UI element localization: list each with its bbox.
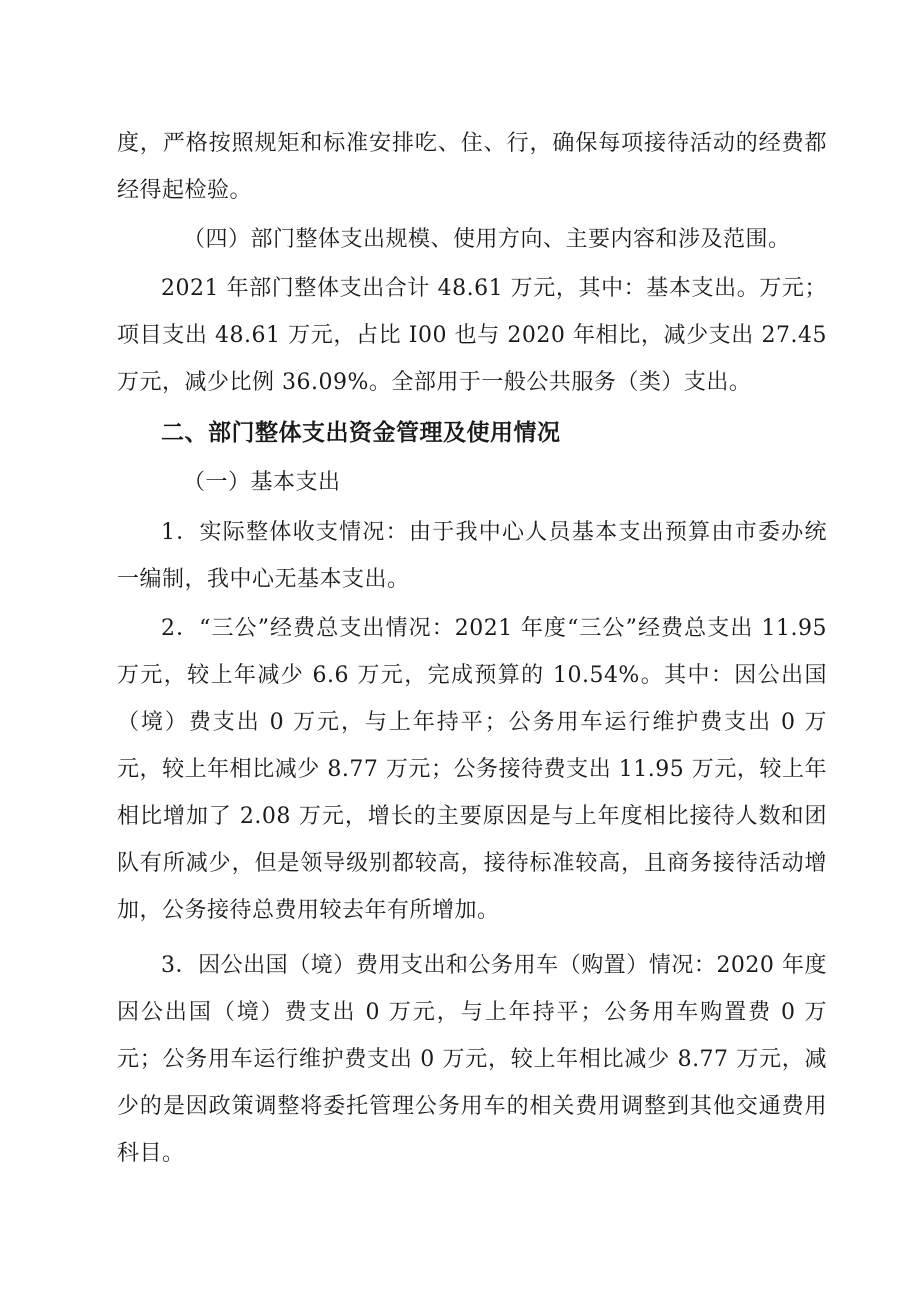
list-item-3: 3．因公出国（境）费用支出和公务用车（购置）情况：2020 年度因公出国（境）费支出 0 万元，与上年持平；公务用车购置费 0 万元；公务用车运行维护费支出 0 万元，较上年相比减少 8.77 万元，减少的是因政策调整将委托管理公务用车的相关费用调整到其他交通费用科目。: [117, 953, 827, 1166]
list-item-2: 2．“三公”经费总支出情况：2021 年度“三公”经费总支出 11.95 万元，较上年减少 6.6 万元，完成预算的 10.54%。其中：因公出国（境）费支出 0 万元，与上年持平；公务用车运行维护费支出 0 万元，较上年相比减少 8.77 万元；公务接待费支出 11.95 万元，较上年相比增加了 2.08 万元，增长的主要原因是与上年度相比接待人数和团队有所减少，但是领导级别都较高，接待标准较高，且商务接待活动增加，公务接待总费用较去年有所增加。: [117, 616, 827, 923]
paragraph-carryover: 度，严格按照规矩和标准安排吃、住、行，确保每项接待活动的经费都经得起检验。: [117, 131, 827, 203]
section-heading: 二、部门整体支出资金管理及使用情况: [161, 420, 561, 446]
paragraph-item4-title: （四）部门整体支出规模、使用方向、主要内容和涉及范围。: [183, 227, 791, 252]
subsection-title: （一）基本支出: [183, 470, 341, 495]
paragraph-item4-body: 2021 年部门整体支出合计 48.61 万元，其中：基本支出。万元；项目支出 48.61 万元，占比 I00 也与 2020 年相比，减少支出 27.45 万元，减少比例 36.09%。全部用于一般公共服务（类）支出。: [117, 276, 827, 395]
list-item-1: 1．实际整体收支情况：由于我中心人员基本支出预算由市委办统一编制，我中心无基本支出。: [117, 520, 827, 592]
